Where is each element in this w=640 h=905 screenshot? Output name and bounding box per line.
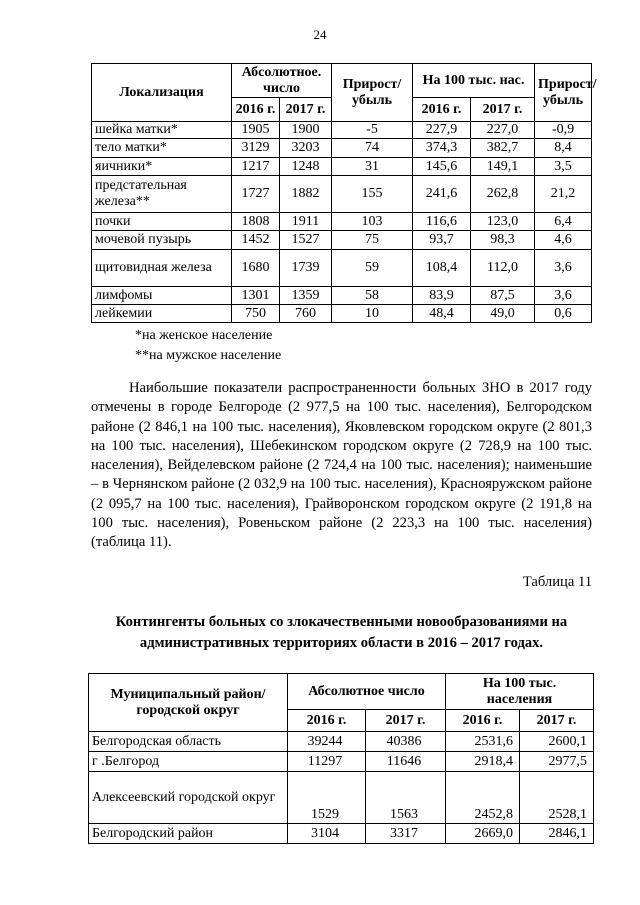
cell-absolute-2017: 3203 — [280, 139, 332, 158]
cell-absolute-2017: 1911 — [280, 213, 332, 231]
table-row — [92, 213, 592, 231]
cell-absolute-2016: 3129 — [232, 139, 280, 158]
header-year-2017: 2017 г. — [471, 98, 535, 122]
cell-absolute-2016: 11297 — [288, 752, 366, 772]
row-name: тело матки* — [92, 139, 232, 158]
cell-absolute-2016: 1217 — [232, 158, 280, 176]
cell-rate-2016: 2918,4 — [446, 752, 520, 772]
cell-growth: 10 — [332, 305, 413, 323]
table-row — [89, 732, 594, 752]
header-district: Муниципальный район/ городской округ — [89, 674, 288, 732]
row-name: Белгородская область — [89, 732, 288, 752]
page-number: 24 — [313, 27, 327, 42]
row-name: почки — [92, 213, 232, 231]
header-year-2017: 2017 г. — [280, 98, 332, 122]
cell-rate-growth: 4,6 — [535, 231, 592, 250]
localization-table — [91, 63, 597, 323]
table-label: Таблица 11 — [522, 574, 592, 590]
cell-rate-growth: 0,6 — [535, 305, 592, 323]
cell-absolute-2017: 1882 — [280, 176, 332, 213]
cell-growth: 103 — [332, 213, 413, 231]
table-row — [92, 158, 592, 176]
cell-absolute-2016: 1905 — [232, 122, 280, 139]
row-name: лейкемии — [92, 305, 232, 323]
cell-rate-2016: 145,6 — [413, 158, 471, 176]
cell-absolute-2017: 40386 — [366, 732, 446, 752]
cell-rate-2016: 2452,8 — [446, 772, 520, 824]
cell-rate-growth: 8,4 — [535, 139, 592, 158]
cell-rate-2016: 374,3 — [413, 139, 471, 158]
cell-absolute-2016: 1808 — [232, 213, 280, 231]
cell-absolute-2017: 1527 — [280, 231, 332, 250]
cell-absolute-2016: 1452 — [232, 231, 280, 250]
cell-rate-2016: 241,6 — [413, 176, 471, 213]
cell-rate-growth: -0,9 — [535, 122, 592, 139]
header-year-2016: 2016 г. — [232, 98, 280, 122]
cell-absolute-2017: 1563 — [366, 772, 446, 824]
cell-rate-2016: 93,7 — [413, 231, 471, 250]
table-row — [92, 305, 592, 323]
cell-rate-2017: 382,7 — [471, 139, 535, 158]
header-absolute: Абсолютное. число — [232, 64, 332, 98]
cell-absolute-2017: 11646 — [366, 752, 446, 772]
table-row — [89, 824, 594, 844]
header-growth: Прирост/ убыль — [332, 64, 413, 122]
table-row — [92, 287, 592, 305]
cell-growth: 58 — [332, 287, 413, 305]
cell-growth: 74 — [332, 139, 413, 158]
table-caption: Контингенты больных со злокачественными новообразованиями на административных территориях области в 2016 – 2017 годах. — [115, 614, 568, 651]
body-paragraph: Наибольшие показатели распространенности больных ЗНО в 2017 году отмечены в городе Белгороде (2 977,5 на 100 тыс. населения), Белгородском районе (2 846,1 на 100 тыс. населения), Яковлевском городском округе (2 801,3 на 100 тыс. населения), Шебекинском городском округе (2 728,9 на 100 тыс. населения), Вейделевском районе (2 724,4 на 100 тыс. населения); наименьшие – в Чернянском районе (2 032,9 на 100 тыс. населения), Краснояружском районе (2 095,7 на 100 тыс. населения), Грайворонском городском округе (2 191,8 на 100 тыс. населения), Ровеньском районе (2 223,3 на 100 тыс. населения) (таблица 11). — [91, 380, 592, 551]
header-year-2017: 2017 г. — [366, 710, 446, 732]
cell-rate-growth: 6,4 — [535, 213, 592, 231]
cell-absolute-2016: 39244 — [288, 732, 366, 752]
cell-rate-growth: 3,6 — [535, 287, 592, 305]
cell-rate-2016: 2669,0 — [446, 824, 520, 844]
row-name: шейка матки* — [92, 122, 232, 139]
header-growth-per100k: Прирост/ убыль — [535, 64, 592, 122]
cell-growth: 59 — [332, 250, 413, 287]
cell-rate-2017: 2600,1 — [520, 732, 594, 752]
header-absolute: Абсолютное число — [288, 674, 446, 710]
cell-absolute-2017: 1739 — [280, 250, 332, 287]
row-name: Алексеевский городской округ — [89, 772, 288, 824]
cell-rate-2017: 2528,1 — [520, 772, 594, 824]
row-name: лимфомы — [92, 287, 232, 305]
header-year-2016: 2016 г. — [446, 710, 520, 732]
footnote-female: *на женское население — [135, 328, 273, 343]
table-row — [92, 122, 592, 139]
cell-rate-2017: 87,5 — [471, 287, 535, 305]
cell-absolute-2016: 1529 — [288, 772, 366, 824]
cell-rate-2017: 227,0 — [471, 122, 535, 139]
table-row — [92, 231, 592, 250]
header-year-2016: 2016 г. — [288, 710, 366, 732]
cell-absolute-2016: 3104 — [288, 824, 366, 844]
cell-growth: 31 — [332, 158, 413, 176]
header-year-2017: 2017 г. — [520, 710, 594, 732]
districts-table — [88, 673, 594, 844]
cell-absolute-2017: 1900 — [280, 122, 332, 139]
row-name: щитовидная железа — [92, 250, 232, 287]
cell-rate-growth: 21,2 — [535, 176, 592, 213]
cell-rate-2017: 49,0 — [471, 305, 535, 323]
cell-absolute-2016: 1727 — [232, 176, 280, 213]
footnote-male: **на мужское население — [135, 348, 282, 363]
cell-absolute-2017: 760 — [280, 305, 332, 323]
cell-rate-2017: 112,0 — [471, 250, 535, 287]
cell-growth: 155 — [332, 176, 413, 213]
table-row — [92, 176, 592, 213]
cell-absolute-2017: 1248 — [280, 158, 332, 176]
cell-growth: -5 — [332, 122, 413, 139]
cell-rate-growth: 3,6 — [535, 250, 592, 287]
header-year-2016: 2016 г. — [413, 98, 471, 122]
row-name: мочевой пузырь — [92, 231, 232, 250]
cell-rate-2016: 227,9 — [413, 122, 471, 139]
cell-rate-2016: 108,4 — [413, 250, 471, 287]
row-name: яичники* — [92, 158, 232, 176]
cell-absolute-2016: 750 — [232, 305, 280, 323]
table-row — [89, 772, 594, 824]
row-name: г .Белгород — [89, 752, 288, 772]
cell-rate-2017: 149,1 — [471, 158, 535, 176]
cell-rate-2017: 262,8 — [471, 176, 535, 213]
row-name: Белгородский район — [89, 824, 288, 844]
cell-rate-2017: 2977,5 — [520, 752, 594, 772]
header-per100k: На 100 тыс. населения — [446, 674, 594, 710]
cell-rate-2016: 83,9 — [413, 287, 471, 305]
cell-absolute-2017: 1359 — [280, 287, 332, 305]
cell-rate-2017: 98,3 — [471, 231, 535, 250]
cell-rate-2016: 2531,6 — [446, 732, 520, 752]
cell-absolute-2016: 1680 — [232, 250, 280, 287]
cell-rate-2017: 2846,1 — [520, 824, 594, 844]
cell-rate-2017: 123,0 — [471, 213, 535, 231]
header-localization: Локализация — [92, 64, 232, 122]
table-row — [92, 139, 592, 158]
row-name: предстательная железа** — [92, 176, 232, 213]
cell-rate-growth: 3,5 — [535, 158, 592, 176]
table-row — [89, 752, 594, 772]
table-row — [92, 250, 592, 287]
cell-rate-2016: 48,4 — [413, 305, 471, 323]
cell-growth: 75 — [332, 231, 413, 250]
cell-rate-2016: 116,6 — [413, 213, 471, 231]
header-per100k: На 100 тыс. нас. — [413, 64, 535, 98]
cell-absolute-2017: 3317 — [366, 824, 446, 844]
cell-absolute-2016: 1301 — [232, 287, 280, 305]
